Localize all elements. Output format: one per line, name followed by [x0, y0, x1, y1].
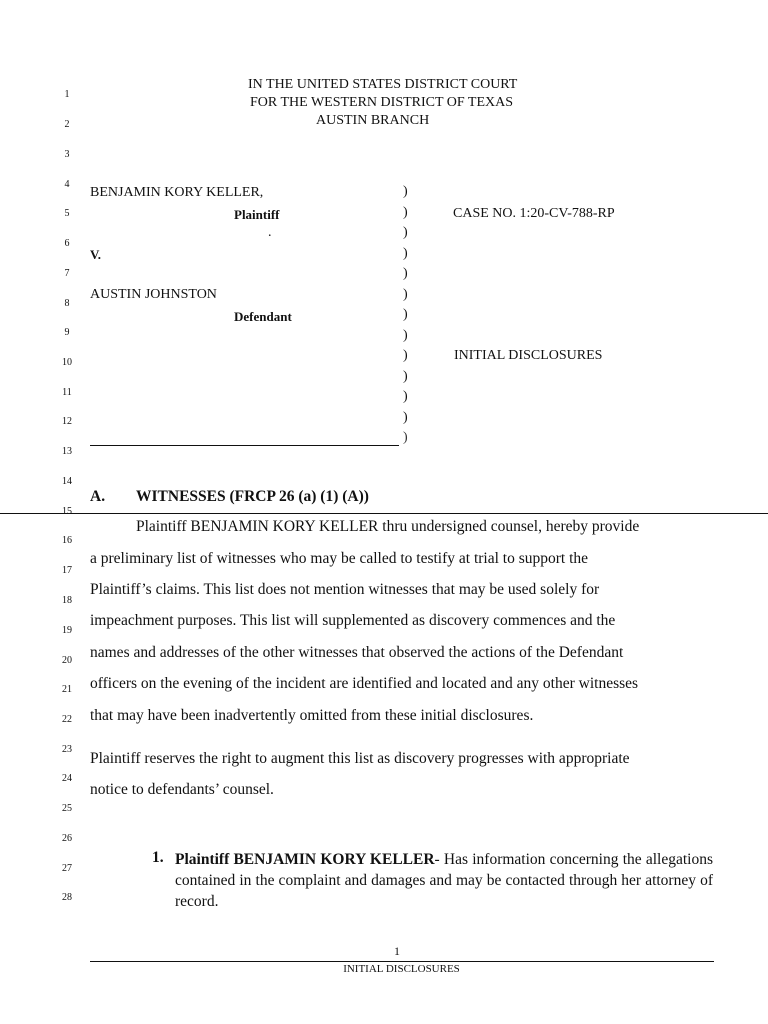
- caption-paren: ): [403, 266, 408, 281]
- line-number: 20: [62, 655, 72, 666]
- court-line-3: AUSTIN BRANCH: [316, 113, 430, 128]
- versus: V.: [90, 247, 101, 262]
- defendant-role: Defendant: [234, 309, 292, 324]
- document-title: INITIAL DISCLOSURES: [454, 348, 603, 363]
- court-line-2: FOR THE WESTERN DISTRICT OF TEXAS: [250, 95, 514, 110]
- line-number: 9: [64, 327, 70, 338]
- caption-paren: ): [403, 389, 408, 404]
- line-number: 18: [62, 595, 72, 606]
- caption-dot: .: [268, 225, 272, 240]
- line-number: 21: [62, 684, 72, 695]
- witness-number: 1.: [152, 849, 164, 866]
- line-number: 7: [64, 268, 70, 279]
- caption-paren: ): [403, 369, 408, 384]
- line-number: 5: [64, 208, 70, 219]
- witness-name: Plaintiff BENJAMIN KORY KELLER: [175, 851, 435, 868]
- witness-entry: [175, 849, 713, 912]
- line-number: 17: [62, 565, 72, 576]
- paragraph-line: names and addresses of the other witnesses that observed the actions of the Defendant: [90, 644, 624, 661]
- section-title: WITNESSES (FRCP 26 (a) (1) (A)): [136, 488, 369, 505]
- line-number: 24: [62, 773, 72, 784]
- section-letter: A.: [90, 488, 106, 505]
- line-number: 23: [62, 744, 72, 755]
- plaintiff-role: Plaintiff: [234, 207, 280, 222]
- paragraph-line: Plaintiff’s claims. This list does not mention witnesses that may be used solely for: [90, 581, 600, 598]
- caption-paren: ): [403, 287, 408, 302]
- line-number: 4: [64, 179, 70, 190]
- line-number: 12: [62, 416, 72, 427]
- caption-paren: ): [403, 410, 408, 425]
- line-number: 6: [64, 238, 70, 249]
- paragraph-line: impeachment purposes. This list will supplemented as discovery commences and the: [90, 612, 616, 629]
- court-line-1: IN THE UNITED STATES DISTRICT COURT: [248, 77, 518, 92]
- paragraph-line: notice to defendants’ counsel.: [90, 781, 274, 798]
- case-number: CASE NO. 1:20-CV-788-RP: [453, 206, 615, 221]
- defendant-name: AUSTIN JOHNSTON: [90, 287, 217, 302]
- line-number: 8: [64, 298, 70, 309]
- caption-rule: [90, 445, 399, 446]
- caption-paren: ): [403, 307, 408, 322]
- paragraph-line: Plaintiff BENJAMIN KORY KELLER thru undersigned counsel, hereby provide: [136, 518, 640, 535]
- page-separator: [0, 513, 768, 514]
- paragraph-line: a preliminary list of witnesses who may be called to testify at trial to support the: [90, 550, 589, 567]
- paragraph-line: that may have been inadvertently omitted from these initial disclosures.: [90, 707, 534, 724]
- caption-paren: ): [403, 246, 408, 261]
- line-number: 28: [62, 892, 72, 903]
- line-number: 19: [62, 625, 72, 636]
- footer-title: INITIAL DISCLOSURES: [343, 963, 460, 975]
- page-number: 1: [394, 944, 400, 958]
- line-number: 3: [64, 149, 70, 160]
- caption-paren: ): [403, 348, 408, 363]
- plaintiff-name: BENJAMIN KORY KELLER,: [90, 185, 264, 200]
- line-number: 22: [62, 714, 72, 725]
- line-number: 2: [64, 119, 70, 130]
- line-number: 26: [62, 833, 72, 844]
- caption-paren: ): [403, 328, 408, 343]
- line-number: 13: [62, 446, 72, 457]
- line-number: 25: [62, 803, 72, 814]
- line-number: 14: [62, 476, 72, 487]
- line-number: 10: [62, 357, 72, 368]
- paragraph-line: Plaintiff reserves the right to augment this list as discovery progresses with appropriate: [90, 750, 630, 767]
- caption-paren: ): [403, 205, 408, 220]
- witness-description: - Has information concerning the allegations contained in the complaint and damages and may be contacted through her attorney of record.: [175, 851, 713, 910]
- line-number: 1: [64, 89, 70, 100]
- footer-rule: [90, 961, 714, 962]
- paragraph-line: officers on the evening of the incident are identified and located and any other witnesses: [90, 675, 639, 692]
- caption-paren: ): [403, 430, 408, 445]
- caption-paren: ): [403, 184, 408, 199]
- line-number: 27: [62, 863, 72, 874]
- line-number: 16: [62, 535, 72, 546]
- line-number: 11: [62, 387, 72, 398]
- line-number: 15: [62, 506, 72, 517]
- caption-paren: ): [403, 225, 408, 240]
